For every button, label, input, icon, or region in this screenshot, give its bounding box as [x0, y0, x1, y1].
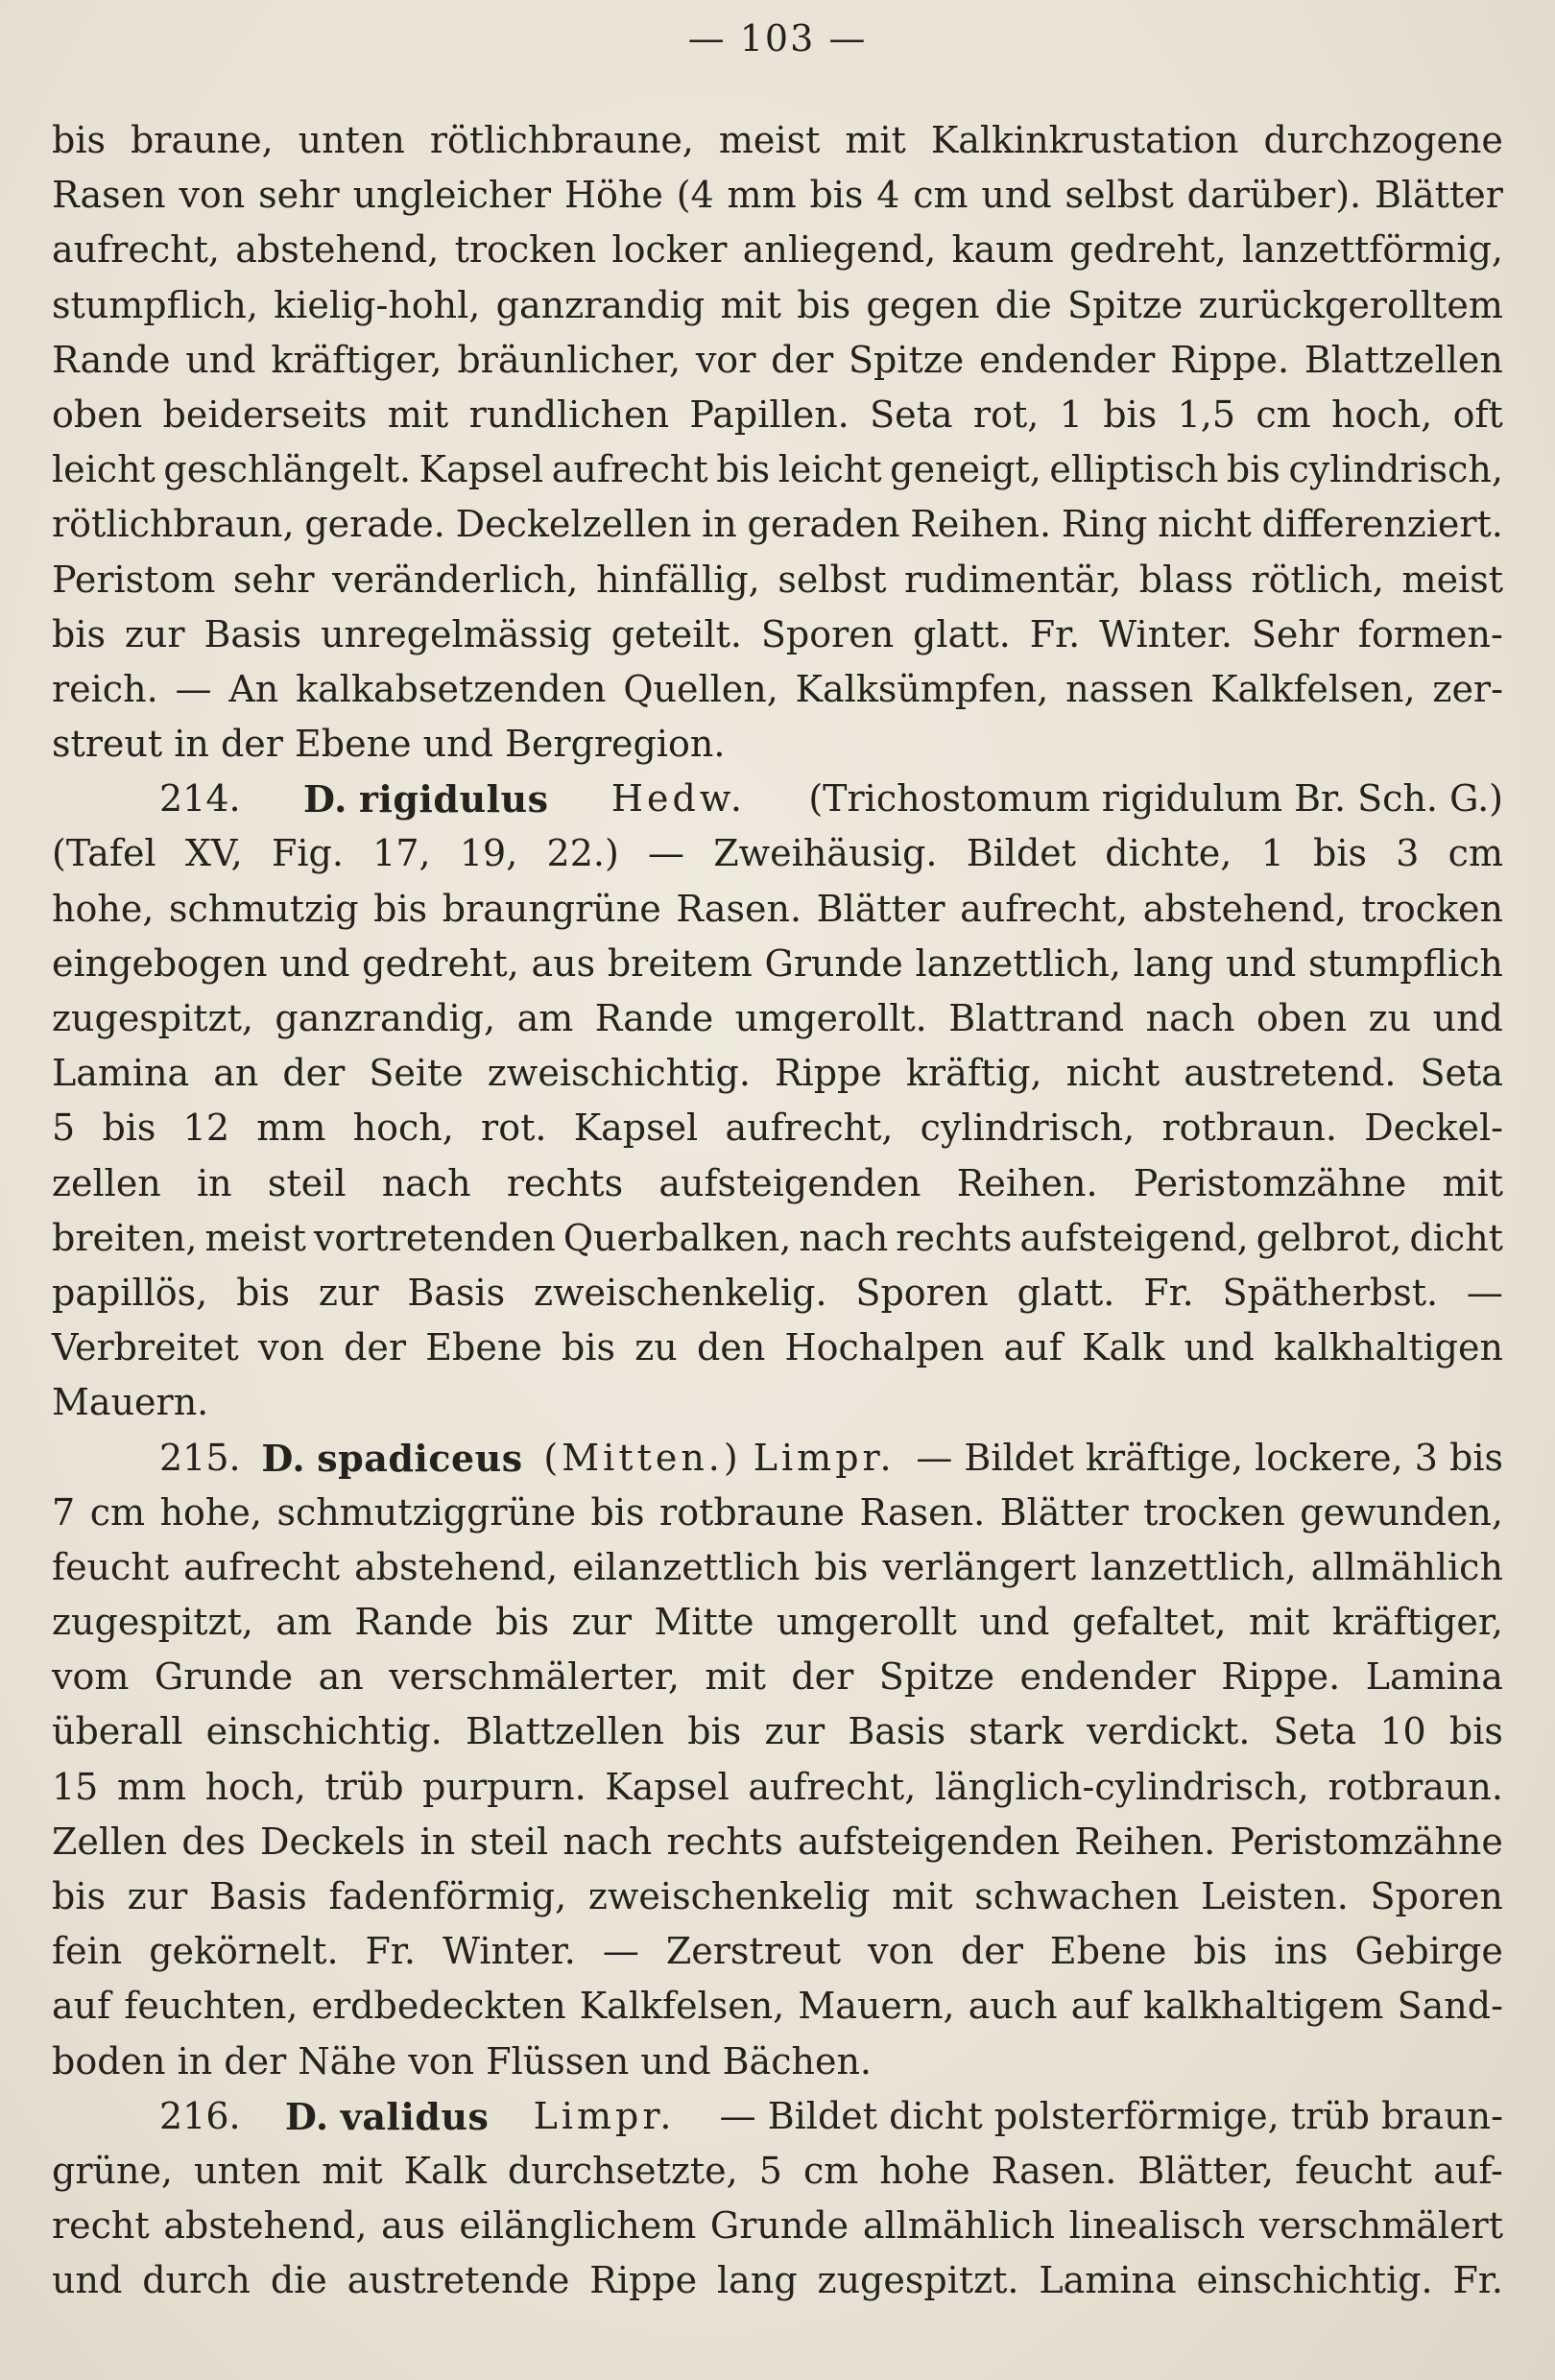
entry-heading-line	[52, 1431, 1503, 1486]
species-entry-214	[52, 772, 1503, 1430]
species-author: Limpr.	[753, 1436, 896, 1479]
text-line: feucht aufrecht abstehend, eilanzettlich bis verlängert lanzettlich, allmählich	[52, 1545, 1503, 1588]
body-text	[52, 113, 1503, 2309]
species-name	[261, 1431, 522, 1486]
text-line: Rande und kräftiger, bräunlicher, vor der Spitze endender Rippe. Blattzellen	[52, 338, 1503, 381]
text-line: vom Grunde an verschmälerter, mit der Spitze endender Rippe. Lamina	[52, 1655, 1503, 1699]
text-line: 5 bis 12 mm hoch, rot. Kapsel aufrecht, cylindrisch, rotbraun. Deckel-	[52, 1107, 1503, 1150]
text-line: und durch die austretende Rippe lang zugespitzt. Lamina einschichtig. Fr.	[52, 2259, 1503, 2302]
text-line: reich. — An kalkabsetzenden Quellen, Kalksümpfen, nassen Kalkfelsen, zer-	[52, 667, 1503, 710]
text-line: auf feuchten, erdbedeckten Kalkfelsen, Mauern, auch auf kalkhaltigem Sand-	[52, 1985, 1503, 2028]
text-line: rötlichbraun, gerade. Deckelzellen in geraden Reihen. Ring nicht differenziert.	[52, 503, 1503, 546]
species-author: Hedw.	[610, 777, 746, 821]
text-line: boden in der Nähe von Flüssen und Bächen.	[52, 2039, 873, 2082]
heading-rest: — Bildet dicht polsterförmige, trüb braun-	[719, 2094, 1503, 2137]
species-epithet: spadiceus	[317, 1436, 523, 1480]
text-line: bis zur Basis unregelmässig geteilt. Sporen glatt. Fr. Winter. Sehr formen-	[52, 612, 1503, 655]
text-line: Peristom sehr veränderlich, hinfällig, selbst rudimentär, blass rötlich, meist	[52, 558, 1503, 601]
page-number: — 103 —	[687, 17, 868, 60]
text-line: (Tafel XV, Fig. 17, 19, 22.) — Zweihäusig. Bildet dichte, 1 bis 3 cm	[52, 832, 1503, 875]
text-line: papillös, bis zur Basis zweischenkelig. Sporen glatt. Fr. Spätherbst. —	[52, 1271, 1503, 1314]
entry-heading-line	[52, 2089, 1503, 2144]
genus-abbrev: D.	[284, 2094, 329, 2138]
entry-heading-line	[52, 772, 1503, 826]
heading-rest: (Trichostomum rigidulum Br. Sch. G.)	[808, 777, 1503, 821]
species-author-group	[543, 1431, 895, 1486]
species-entry-216	[52, 2089, 1503, 2309]
species-epithet: validus	[340, 2094, 490, 2138]
heading-rest: — Bildet kräftige, lockere, 3 bis	[916, 1436, 1503, 1479]
text-line: Verbreitet von der Ebene bis zu den Hochalpen auf Kalk und kalkhaltigen	[52, 1326, 1503, 1369]
species-epithet: rigidulus	[358, 777, 549, 821]
text-line: fein gekörnelt. Fr. Winter. — Zerstreut von der Ebene bis ins Gebirge	[52, 1930, 1503, 1973]
text-line: grüne, unten mit Kalk durchsetzte, 5 cm hohe Rasen. Blätter, feucht auf-	[52, 2149, 1503, 2192]
species-name	[285, 2089, 490, 2144]
text-line: zugespitzt, ganzrandig, am Rande umgerollt. Blattrand nach oben zu und	[52, 997, 1503, 1039]
text-line: bis braune, unten rötlichbraune, meist mit Kalkinkrustation durchzogene	[52, 119, 1503, 161]
text-line: 7 cm hohe, schmutziggrüne bis rotbraune Rasen. Blätter trocken gewunden,	[52, 1490, 1503, 1534]
text-line: Rasen von sehr ungleicher Höhe (4 mm bis 4 cm und selbst darüber). Blätter	[52, 174, 1503, 217]
text-line: Mauern.	[52, 1381, 209, 1424]
entry-number: 215.	[159, 1436, 241, 1479]
text-line: bis zur Basis fadenförmig, zweischenkelig mit schwachen Leisten. Sporen	[52, 1875, 1503, 1917]
text-line: überall einschichtig. Blattzellen bis zur Basis stark verdickt. Seta 10 bis	[52, 1710, 1503, 1753]
text-line: oben beiderseits mit rundlichen Papillen. Seta rot, 1 bis 1,5 cm hoch, oft	[52, 393, 1503, 436]
species-entry-215	[52, 1431, 1503, 2089]
text-line: recht abstehend, aus eilänglichem Grunde allmählich linealisch verschmälert	[52, 2204, 1503, 2248]
genus-abbrev: D.	[302, 777, 347, 821]
species-author-prefix: (Mitten.)	[543, 1436, 742, 1479]
text-line: 15 mm hoch, trüb purpurn. Kapsel aufrecht, länglich-cylindrisch, rotbraun.	[52, 1765, 1503, 1808]
text-line: eingebogen und gedreht, aus breitem Grunde lanzettlich, lang und stumpflich	[52, 941, 1503, 985]
text-line: hohe, schmutzig bis braungrüne Rasen. Blätter aufrecht, abstehend, trocken	[52, 887, 1503, 930]
text-line: breiten, meist vortretenden Querbalken, nach rechts aufsteigend, gelbrot, dicht	[52, 1216, 1503, 1259]
genus-abbrev: D.	[261, 1436, 306, 1480]
text-line: aufrecht, abstehend, trocken locker anliegend, kaum gedreht, lanzettförmig,	[52, 228, 1503, 272]
species-name	[303, 772, 549, 826]
text-line: zellen in steil nach rechts aufsteigenden Reihen. Peristomzähne mit	[52, 1161, 1503, 1204]
entry-number: 214.	[159, 777, 241, 821]
text-line: Lamina an der Seite zweischichtig. Rippe kräftig, nicht austretend. Seta	[52, 1052, 1503, 1095]
paragraph-continuation	[52, 113, 1503, 772]
text-line: stumpflich, kielig-hohl, ganzrandig mit bis gegen die Spitze zurückgerolltem	[52, 283, 1503, 326]
text-line: Zellen des Deckels in steil nach rechts aufsteigenden Reihen. Peristomzähne	[52, 1820, 1503, 1863]
entry-number: 216.	[159, 2094, 241, 2137]
text-line: streut in der Ebene und Bergregion.	[52, 723, 726, 766]
text-line: zugespitzt, am Rande bis zur Mitte umgerollt und gefaltet, mit kräftiger,	[52, 1601, 1503, 1644]
species-author: Limpr.	[533, 2094, 676, 2137]
text-line: leicht geschlängelt. Kapsel aufrecht bis leicht geneigt, elliptisch bis cylindrisch,	[52, 448, 1503, 491]
